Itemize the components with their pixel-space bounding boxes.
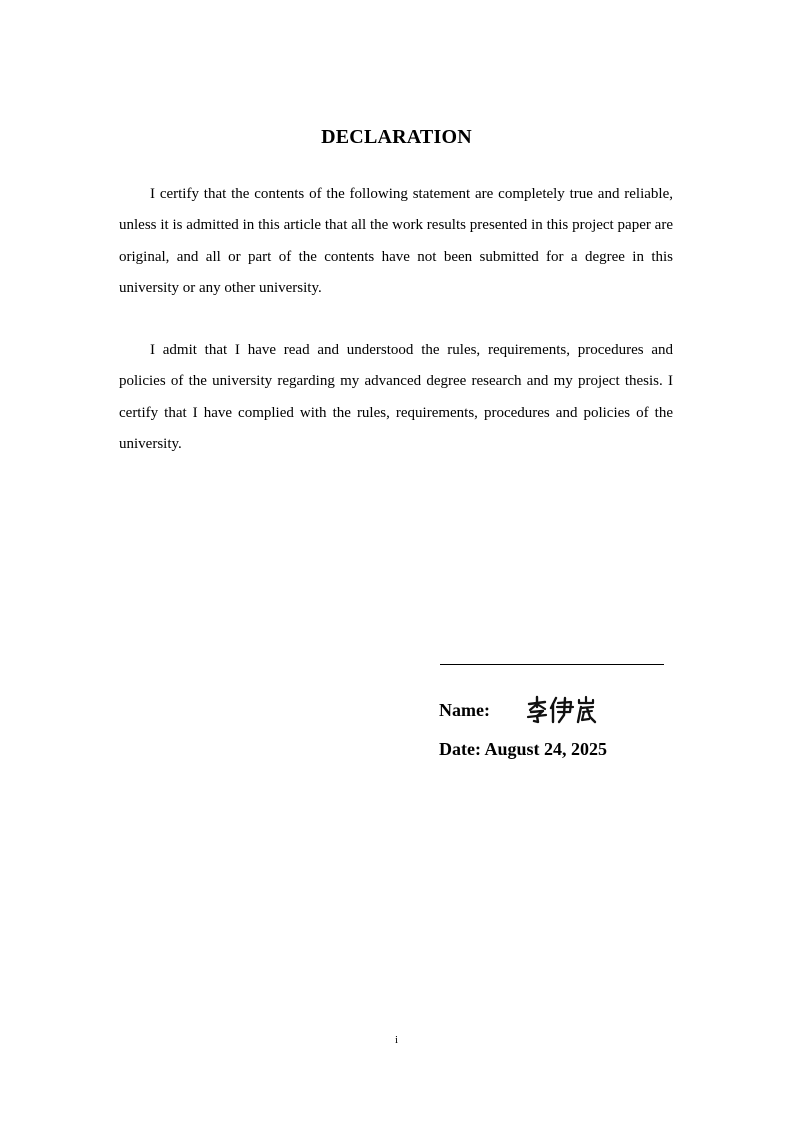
certification-paragraph: I certify that the contents of the following statement are completely true and reliable, unless it is admitted in this article that all the work results presented in this project paper are original, and all or part of the contents have not been submitted for a degree in this university or any other university. xyxy=(119,186,673,296)
page-title: DECLARATION xyxy=(321,126,472,148)
date-line: Date: August 24, 2025 xyxy=(439,739,608,759)
name-row xyxy=(439,694,598,726)
compliance-paragraph: I admit that I have read and understood the rules, requirements, procedures and policies of the university regarding my advanced degree research and my project thesis. I certify that I have complied with the rules, requirements, procedures and policies of the university. xyxy=(119,342,673,452)
handwritten-signature xyxy=(526,695,598,725)
signature-line xyxy=(440,664,664,665)
name-label: Name: xyxy=(439,699,490,720)
page-number: i xyxy=(394,1034,399,1046)
